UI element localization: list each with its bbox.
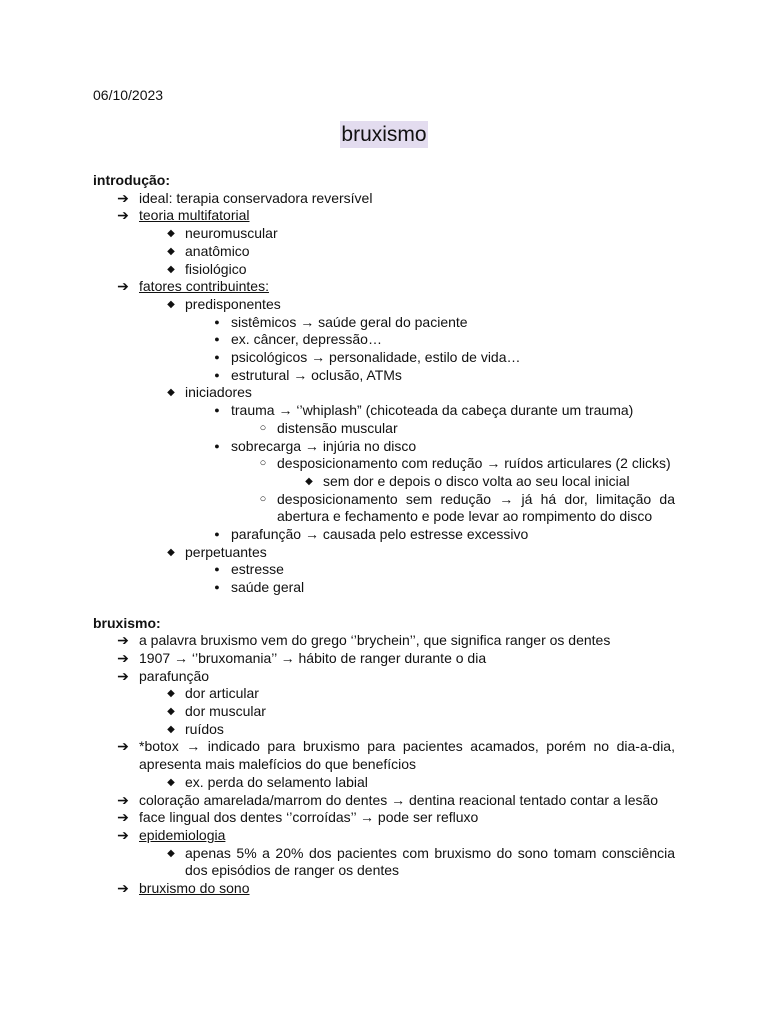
list-item-text: face lingual dos dentes ‘’corroídas’’ → pode ser refluxo — [139, 809, 479, 826]
arrow-bullet-icon: ➔ — [117, 667, 129, 684]
perpetuantes-sublist — [185, 561, 675, 596]
section-spacer — [93, 597, 675, 615]
dot-bullet-icon: ● — [214, 582, 220, 593]
arrow-bullet-icon: ➔ — [117, 649, 129, 666]
list-item-text: parafunção → causada pelo estresse excessivo — [231, 526, 529, 543]
arrow-bullet-icon: ➔ — [117, 207, 129, 224]
diamond-bullet-icon: ◆ — [167, 723, 175, 735]
list-item-text: dor articular — [185, 685, 259, 702]
list-item — [139, 721, 675, 739]
list-item — [185, 438, 675, 527]
list-item — [93, 278, 675, 597]
list-item — [231, 455, 675, 490]
document-title: bruxismo — [341, 123, 427, 146]
list-item — [185, 402, 675, 437]
list-item — [185, 349, 675, 367]
list-item — [139, 261, 675, 279]
list-item — [93, 809, 675, 827]
list-item-text: distensão muscular — [277, 419, 398, 436]
list-item-text: desposicionamento sem redução → já há dor, limitação da abertura e fechamento e pode levar ao rompimento do disco — [277, 490, 675, 525]
dot-bullet-icon: ● — [214, 440, 220, 451]
list-item — [139, 384, 675, 543]
list-item — [139, 296, 675, 385]
arrow-bullet-icon: ➔ — [117, 278, 129, 295]
list-item-text: ex. perda do selamento labial — [185, 773, 368, 790]
introducao-list — [93, 190, 675, 597]
bruxismo-list — [93, 632, 675, 898]
list-item — [231, 420, 675, 438]
list-item-text: sem dor e depois o disco volta ao seu local inicial — [323, 472, 630, 489]
list-item — [93, 190, 675, 208]
circle-bullet-icon: ○ — [259, 492, 267, 505]
list-item — [93, 207, 675, 278]
predisponentes-sublist — [185, 314, 675, 385]
list-item-text: sobrecarga → injúria no disco — [231, 437, 417, 454]
list-item — [185, 526, 675, 544]
dot-bullet-icon: ● — [214, 564, 220, 575]
epidemiologia-sublist — [139, 845, 675, 880]
document-content — [93, 172, 675, 898]
section-heading-introducao: introdução: — [93, 172, 170, 188]
list-item-text: epidemiologia — [139, 827, 226, 843]
trauma-sublist — [231, 420, 675, 438]
list-item — [93, 827, 675, 880]
list-item-text: estresse — [231, 561, 284, 578]
sobrecarga-sublist — [231, 455, 675, 526]
diamond-bullet-icon: ◆ — [305, 475, 313, 487]
list-item — [185, 314, 675, 332]
diamond-bullet-icon: ◆ — [167, 263, 175, 275]
list-item-text: bruxismo do sono — [139, 880, 250, 897]
list-item-text: estrutural → oclusão, ATMs — [231, 366, 402, 383]
dot-bullet-icon: ● — [214, 334, 220, 345]
diamond-bullet-icon: ◆ — [167, 387, 175, 399]
arrow-bullet-icon: ➔ — [117, 880, 129, 897]
circle-bullet-icon: ○ — [259, 457, 267, 470]
diamond-bullet-icon: ◆ — [167, 298, 175, 310]
botox-sublist — [139, 774, 675, 792]
diamond-bullet-icon: ◆ — [167, 245, 175, 257]
diamond-bullet-icon: ◆ — [167, 228, 175, 240]
arrow-bullet-icon: ➔ — [117, 189, 129, 206]
list-item-text: fisiológico — [185, 260, 247, 277]
list-item-text: predisponentes — [185, 295, 281, 312]
teoria-sublist — [139, 225, 675, 278]
list-item — [185, 367, 675, 385]
list-item-text: neuromuscular — [185, 225, 278, 242]
diamond-bullet-icon: ◆ — [167, 546, 175, 558]
list-item-text: coloração amarelada/marrom do dentes → dentina reacional tentado contar a lesão — [139, 791, 659, 808]
arrow-bullet-icon: ➔ — [117, 738, 129, 755]
list-item — [231, 491, 675, 526]
list-item — [139, 243, 675, 261]
document-date: 06/10/2023 — [93, 87, 164, 103]
list-item — [139, 845, 675, 880]
list-item — [185, 331, 675, 349]
list-item — [93, 880, 675, 898]
list-item-text: parafunção — [139, 667, 210, 684]
list-item-text: psicológicos → personalidade, estilo de vida… — [231, 349, 521, 366]
list-item-text: dor muscular — [185, 703, 266, 720]
dot-bullet-icon: ● — [214, 529, 220, 540]
list-item — [185, 561, 675, 579]
list-item-text: teoria multifatorial — [139, 207, 250, 224]
iniciadores-sublist — [185, 402, 675, 544]
list-item-text: *botox → indicado para bruxismo para pacientes acamados, porém no dia-a-dia, apresenta mais malefícios do que benefícios — [139, 738, 675, 773]
list-item — [277, 473, 675, 491]
list-item-text: a palavra bruxismo vem do grego ‘’brychein’’, que significa ranger os dentes — [139, 632, 611, 649]
list-item — [139, 774, 675, 792]
list-item — [93, 738, 675, 791]
dot-bullet-icon: ● — [214, 316, 220, 327]
list-item-text: fatores contribuintes: — [139, 278, 269, 295]
dot-bullet-icon: ● — [214, 369, 220, 380]
list-item — [139, 225, 675, 243]
title-wrapper — [0, 121, 768, 148]
arrow-bullet-icon: ➔ — [117, 809, 129, 826]
section-heading-bruxismo: bruxismo: — [93, 614, 161, 631]
list-item — [139, 685, 675, 703]
list-item-text: ideal: terapia conservadora reversível — [139, 189, 373, 206]
desposicionamento-com-sublist — [277, 473, 675, 491]
arrow-bullet-icon: ➔ — [117, 827, 129, 843]
list-item-text: saúde geral — [231, 579, 305, 596]
circle-bullet-icon: ○ — [259, 421, 267, 434]
list-item-text: apenas 5% a 20% dos pacientes com bruxismo do sono tomam consciência dos episódios de ranger os dentes — [185, 844, 675, 879]
list-item — [93, 668, 675, 739]
list-item-text: sistêmicos → saúde geral do paciente — [231, 313, 468, 330]
list-item-text: trauma → ‘’whiplash” (chicoteada da cabeça durante um trauma) — [231, 402, 634, 419]
parafuncao-sublist — [139, 685, 675, 738]
list-item-text: desposicionamento com redução → ruídos articulares (2 clicks) — [277, 455, 671, 472]
list-item-text: ex. câncer, depressão… — [231, 331, 382, 348]
list-item — [93, 792, 675, 810]
dot-bullet-icon: ● — [214, 352, 220, 363]
fatores-sublist — [139, 296, 675, 597]
list-item — [93, 632, 675, 650]
arrow-bullet-icon: ➔ — [117, 632, 129, 649]
dot-bullet-icon: ● — [214, 405, 220, 416]
diamond-bullet-icon: ◆ — [167, 776, 175, 788]
diamond-bullet-icon: ◆ — [167, 847, 175, 859]
arrow-bullet-icon: ➔ — [117, 791, 129, 808]
list-item-text: ruídos — [185, 720, 224, 737]
list-item-text: iniciadores — [185, 384, 252, 401]
diamond-bullet-icon: ◆ — [167, 706, 175, 718]
diamond-bullet-icon: ◆ — [167, 688, 175, 700]
list-item-text: perpetuantes — [185, 543, 267, 560]
list-item-text: 1907 → ‘’bruxomania’’ → hábito de ranger durante o dia — [139, 649, 487, 666]
list-item — [139, 703, 675, 721]
list-item — [139, 544, 675, 597]
list-item — [93, 650, 675, 668]
list-item-text: anatômico — [185, 242, 250, 259]
list-item — [185, 579, 675, 597]
